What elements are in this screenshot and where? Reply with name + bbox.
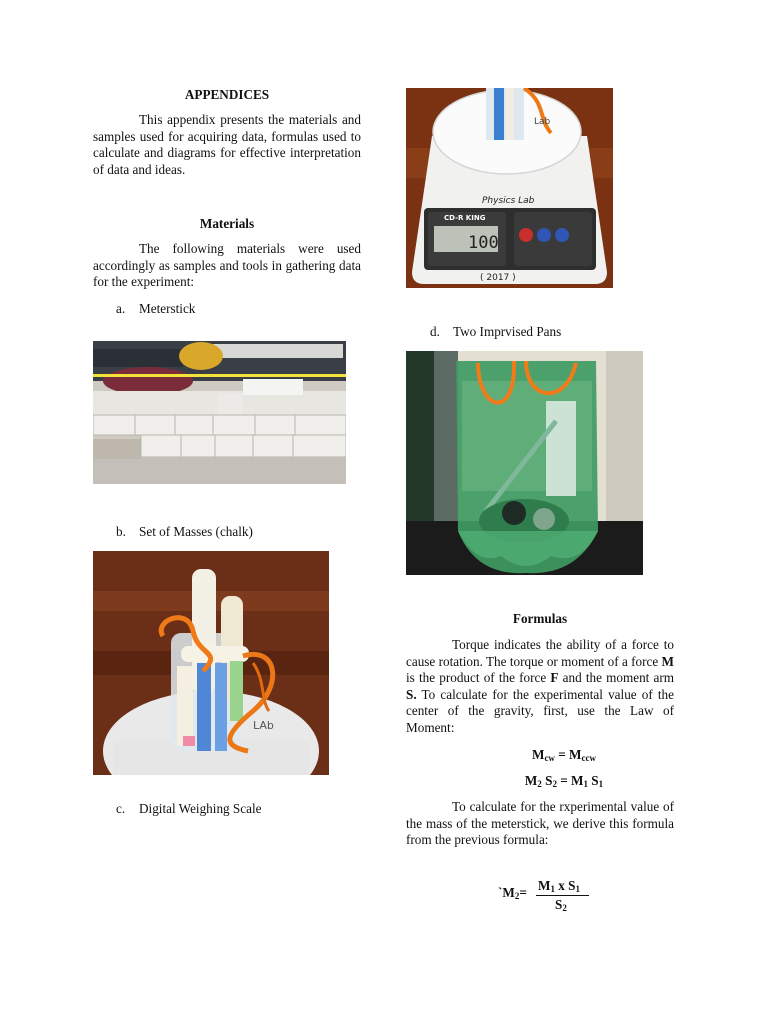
materials-intro-paragraph: The following materials were used accordingly as samples and tools in gathering data for the experiment: <box>93 241 361 290</box>
digital-scale-photo <box>406 88 613 288</box>
scale-caption: Physics Lab <box>482 196 535 206</box>
list-item-label: Digital Weighing Scale <box>139 801 262 816</box>
list-item-c <box>116 801 262 818</box>
list-marker: b. <box>116 524 126 539</box>
list-marker: c. <box>116 801 126 816</box>
list-item-label: Set of Masses (chalk) <box>139 524 253 539</box>
formulas-heading: Formulas <box>512 611 568 626</box>
formula-lhs: $`M_2=$ <box>498 885 527 901</box>
derive-paragraph: To calculate for the rxperimental value of the mass of the meterstick, we derive this formula from the previous formula: <box>406 799 674 848</box>
torque-text: To calculate for the experimental value of the center of the gravity, first, use the Law of Moment: <box>406 686 674 735</box>
list-marker: a. <box>116 301 126 316</box>
law-of-moment-equation: $M_{cw} = M_{ccw}$ <box>531 747 596 763</box>
torque-paragraph <box>406 637 674 737</box>
scale-readout: 100 <box>468 233 499 253</box>
formula-numerator: $M_1$ x $S_1$ <box>536 878 589 896</box>
mass-formula <box>498 878 618 918</box>
symbol-f: F <box>550 670 559 686</box>
improvised-pans-photo <box>406 351 643 575</box>
meterstick-photo <box>93 341 346 484</box>
platform-label: LAb <box>253 719 274 732</box>
formula-denominator: $S_2$ <box>555 897 567 913</box>
scale-platform-label: Lab <box>534 117 551 127</box>
list-item-label: Two Imprvised Pans <box>453 324 562 339</box>
torque-text: Torque indicates the ability of a force to cause rotation. The torque or moment of a force <box>406 637 674 669</box>
torque-text: is the product of the force <box>406 670 551 686</box>
list-item-a <box>116 301 196 318</box>
torque-text: and the moment arm <box>558 670 675 686</box>
scale-brand: CD-R KING <box>444 214 486 222</box>
list-item-b <box>116 524 253 541</box>
intro-paragraph: This appendix presents the materials and samples used for acquiring data, formulas used to calculate and diagrams for effective interpretation of data and ideas. <box>93 112 361 177</box>
page-title: APPENDICES <box>184 87 270 102</box>
moment-balance-equation: $M_2$ $S_2 = M_1$ $S_1$ <box>524 773 604 789</box>
list-item-label: Meterstick <box>139 301 196 316</box>
chalk-masses-photo <box>93 551 329 775</box>
materials-heading: Materials <box>199 216 255 231</box>
list-marker: d. <box>430 324 440 339</box>
scale-year: ( 2017 ) <box>480 273 516 283</box>
symbol-m: M <box>661 653 674 669</box>
list-item-d <box>430 324 562 341</box>
symbol-s: S. <box>406 686 417 702</box>
